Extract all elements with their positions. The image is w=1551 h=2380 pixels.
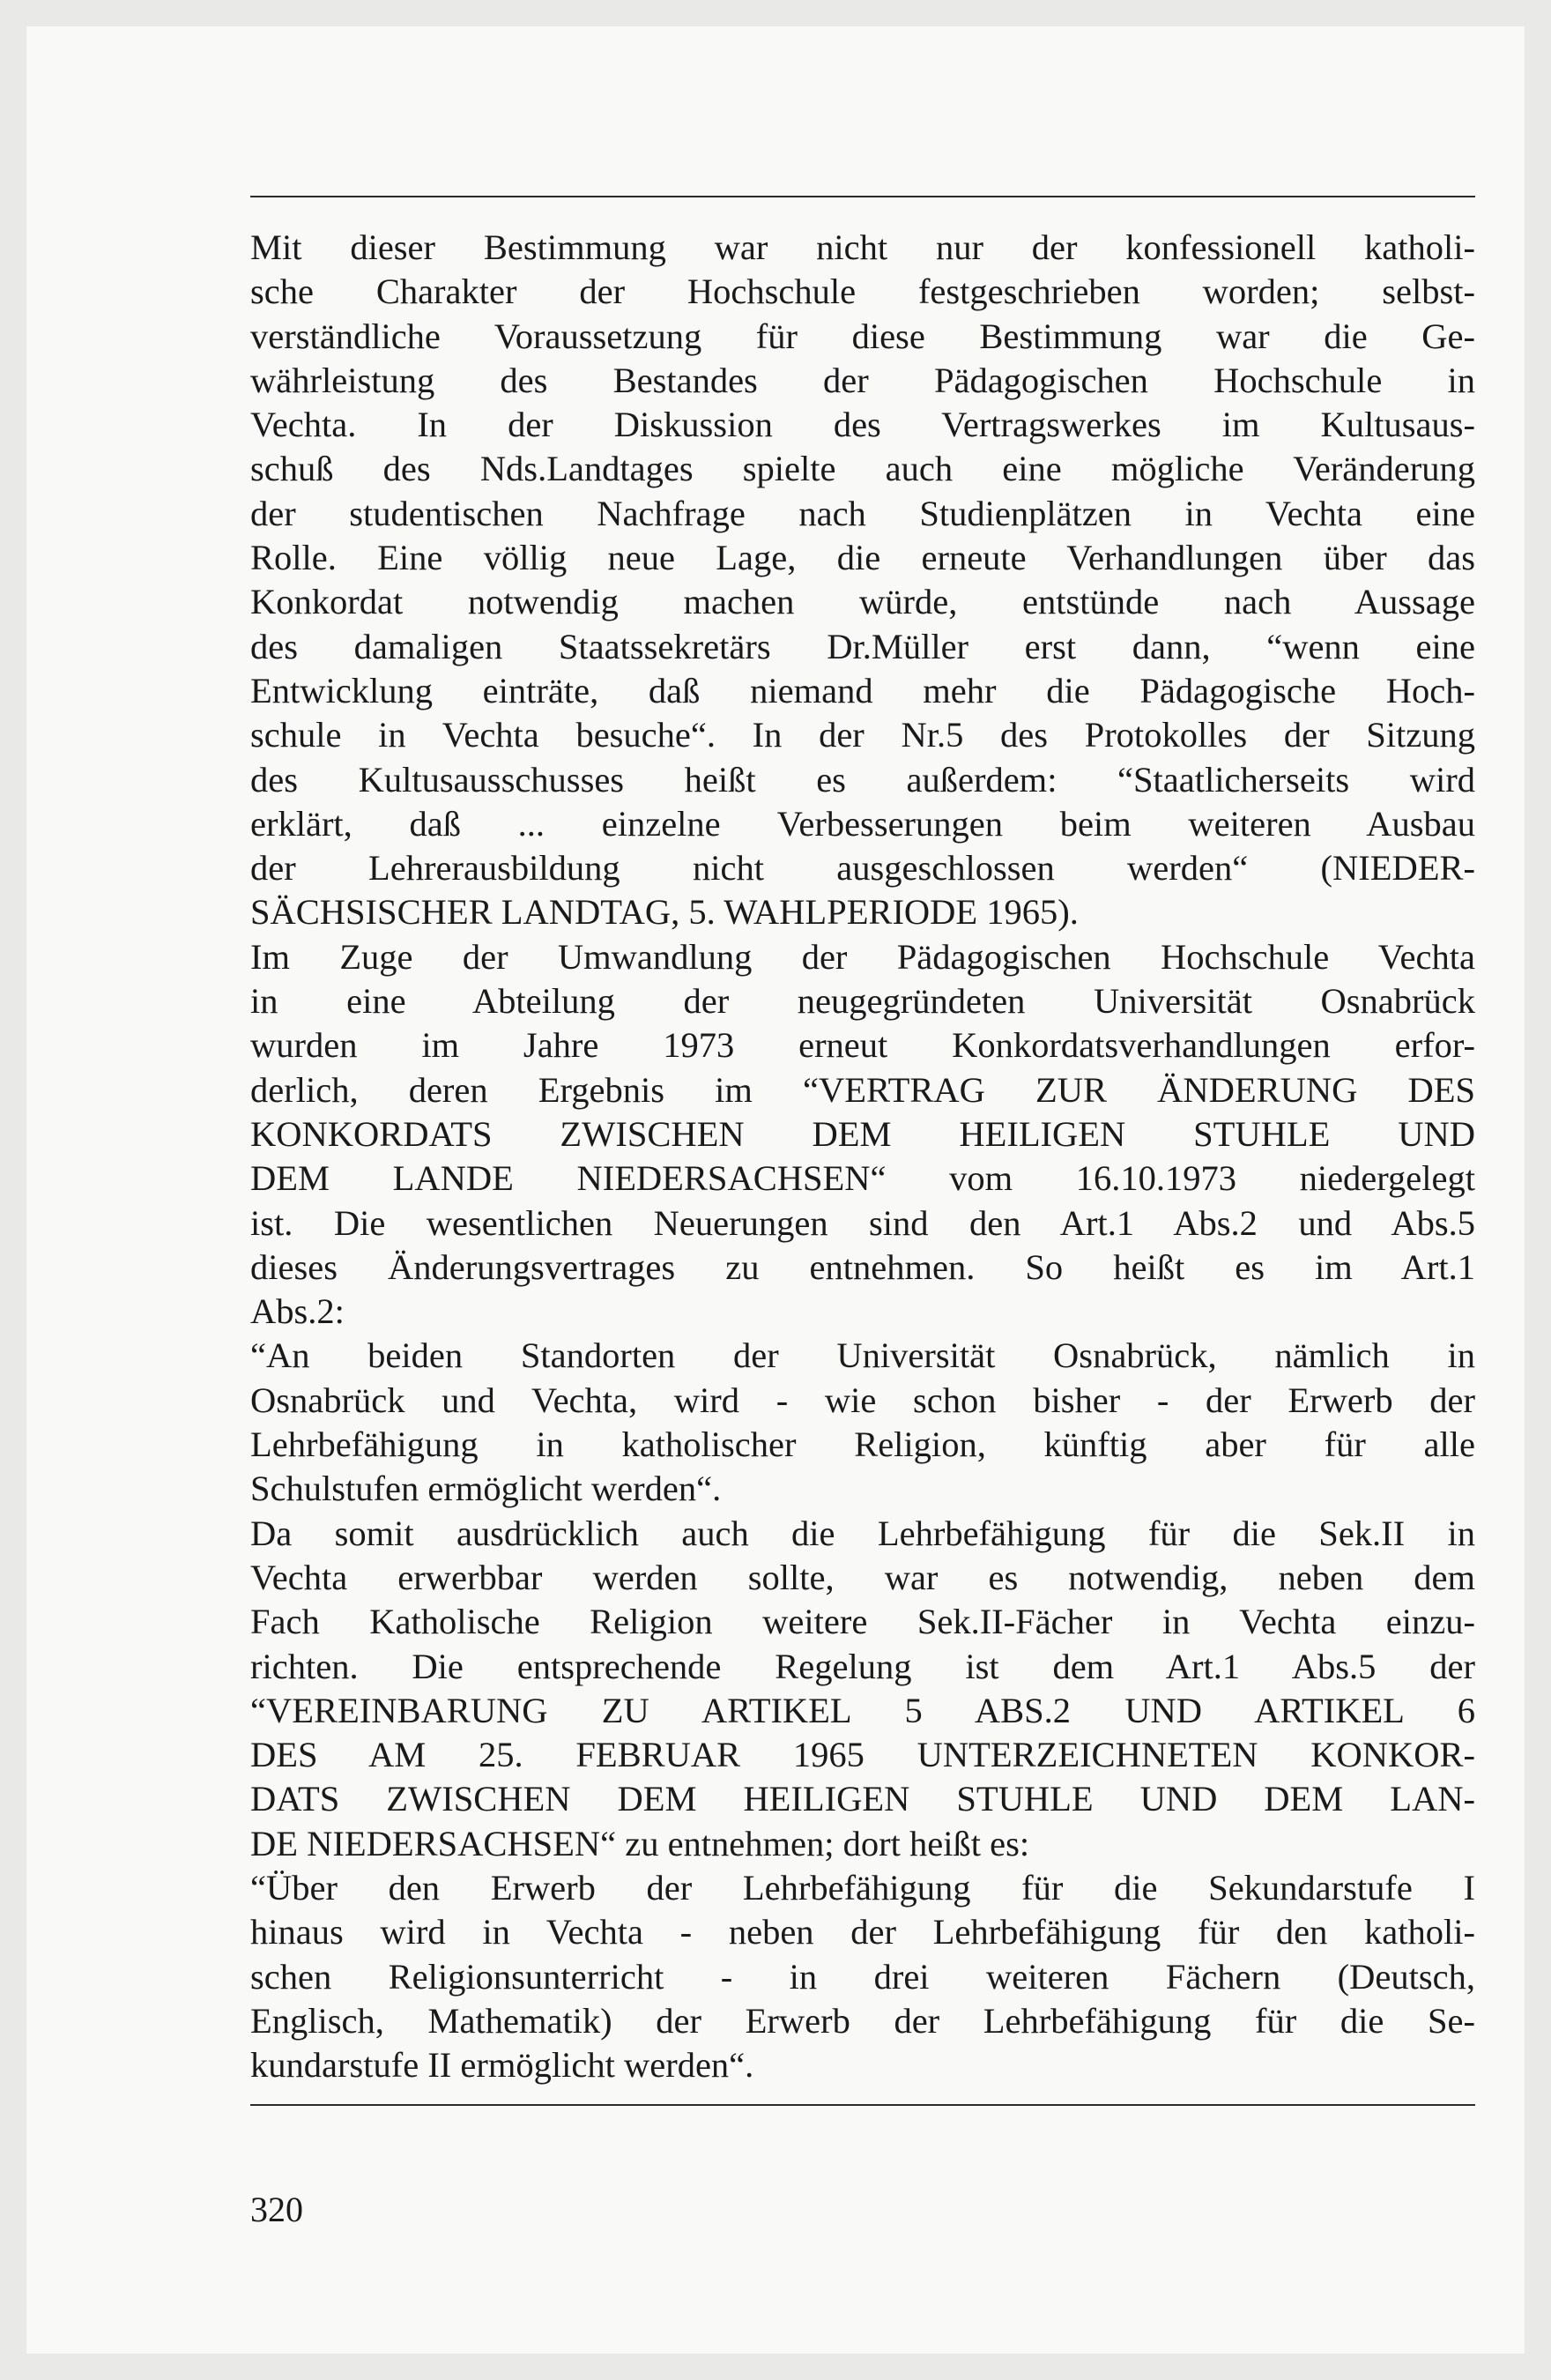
text-line: DEM LANDE NIEDERSACHSEN“ vom 16.10.1973 niedergelegt: [250, 1158, 1475, 1199]
text-line: währleistung des Bestandes der Pädagogischen Hochschule in: [250, 360, 1475, 400]
text-line: schen Religionsunterricht - in drei weiteren Fächern (Deutsch,: [250, 1956, 1475, 1997]
page-number: 320: [250, 2190, 303, 2229]
text-line: der studentischen Nachfrage nach Studienplätzen in Vechta eine: [250, 493, 1475, 533]
text-line: Abs.2:: [250, 1291, 345, 1332]
text-line: “Über den Erwerb der Lehrbefähigung für die Sekundarstufe I: [250, 1867, 1475, 1908]
body-text: [250, 226, 1475, 2087]
text-line: erklärt, daß ... einzelne Verbesserungen beim weiteren Ausbau: [250, 803, 1475, 844]
text-line: Schulstufen ermöglicht werden“.: [250, 1469, 722, 1509]
bottom-rule: [250, 2104, 1475, 2106]
text-line: der Lehrerausbildung nicht ausgeschlossen werden“ (NIEDER-: [250, 848, 1475, 889]
text-line: derlich, deren Ergebnis im “VERTRAG ZUR ÄNDERUNG DES: [250, 1069, 1475, 1110]
text-line: ist. Die wesentlichen Neuerungen sind den Art.1 Abs.2 und Abs.5: [250, 1202, 1475, 1243]
text-line: des damaligen Staatssekretärs Dr.Müller erst dann, “wenn eine: [250, 626, 1475, 666]
text-line: Osnabrück und Vechta, wird - wie schon bisher - der Erwerb der: [250, 1380, 1475, 1420]
text-line: schuß des Nds.Landtages spielte auch eine mögliche Veränderung: [250, 449, 1475, 489]
text-line: DATS ZWISCHEN DEM HEILIGEN STUHLE UND DEM LAN-: [250, 1779, 1475, 1819]
text-line: “VEREINBARUNG ZU ARTIKEL 5 ABS.2 UND ARTIKEL 6: [250, 1690, 1475, 1730]
text-line: schule in Vechta besuche“. In der Nr.5 des Protokolles der Sitzung: [250, 715, 1475, 755]
text-line: Vechta erwerbbar werden sollte, war es notwendig, neben dem: [250, 1557, 1475, 1597]
text-line: verständliche Voraussetzung für diese Bestimmung war die Ge-: [250, 316, 1475, 356]
text-line: kundarstufe II ermöglicht werden“.: [250, 2045, 754, 2086]
top-rule: [250, 196, 1475, 197]
text-line: Lehrbefähigung in katholischer Religion, künftig aber für alle: [250, 1424, 1475, 1465]
text-line: Mit dieser Bestimmung war nicht nur der konfessionell katholi-: [250, 227, 1475, 267]
text-line: richten. Die entsprechende Regelung ist dem Art.1 Abs.5 der: [250, 1646, 1475, 1686]
text-line: SÄCHSISCHER LANDTAG, 5. WAHLPERIODE 1965).: [250, 892, 1079, 933]
text-line: hinaus wird in Vechta - neben der Lehrbefähigung für den katholi-: [250, 1912, 1475, 1952]
text-line: Englisch, Mathematik) der Erwerb der Lehrbefähigung für die Se-: [250, 2000, 1475, 2041]
text-line: des Kultusausschusses heißt es außerdem: “Staatlicherseits wird: [250, 759, 1475, 800]
text-line: dieses Änderungsvertrages zu entnehmen. So heißt es im Art.1: [250, 1246, 1475, 1287]
text-line: Vechta. In der Diskussion des Vertragswerkes im Kultusaus-: [250, 405, 1475, 445]
text-line: Rolle. Eine völlig neue Lage, die erneute Verhandlungen über das: [250, 538, 1475, 578]
text-line: DES AM 25. FEBRUAR 1965 UNTERZEICHNETEN KONKOR-: [250, 1735, 1475, 1775]
text-line: sche Charakter der Hochschule festgeschrieben worden; selbst-: [250, 271, 1475, 312]
text-line: “An beiden Standorten der Universität Osnabrück, nämlich in: [250, 1335, 1475, 1376]
text-line: Da somit ausdrücklich auch die Lehrbefähigung für die Sek.II in: [250, 1513, 1475, 1553]
text-line: wurden im Jahre 1973 erneut Konkordatsverhandlungen erfor-: [250, 1025, 1475, 1066]
text-line: in eine Abteilung der neugegründeten Universität Osnabrück: [250, 981, 1475, 1022]
text-line: Fach Katholische Religion weitere Sek.II-Fächer in Vechta einzu-: [250, 1602, 1475, 1642]
text-line: DE NIEDERSACHSEN“ zu entnehmen; dort heißt es:: [250, 1823, 1030, 1863]
text-line: Entwicklung einträte, daß niemand mehr die Pädagogische Hoch-: [250, 670, 1475, 710]
text-line: Im Zuge der Umwandlung der Pädagogischen Hochschule Vechta: [250, 936, 1475, 977]
book-page: [26, 26, 1525, 2354]
text-line: KONKORDATS ZWISCHEN DEM HEILIGEN STUHLE UND: [250, 1113, 1475, 1154]
text-line: Konkordat notwendig machen würde, entstünde nach Aussage: [250, 582, 1475, 622]
